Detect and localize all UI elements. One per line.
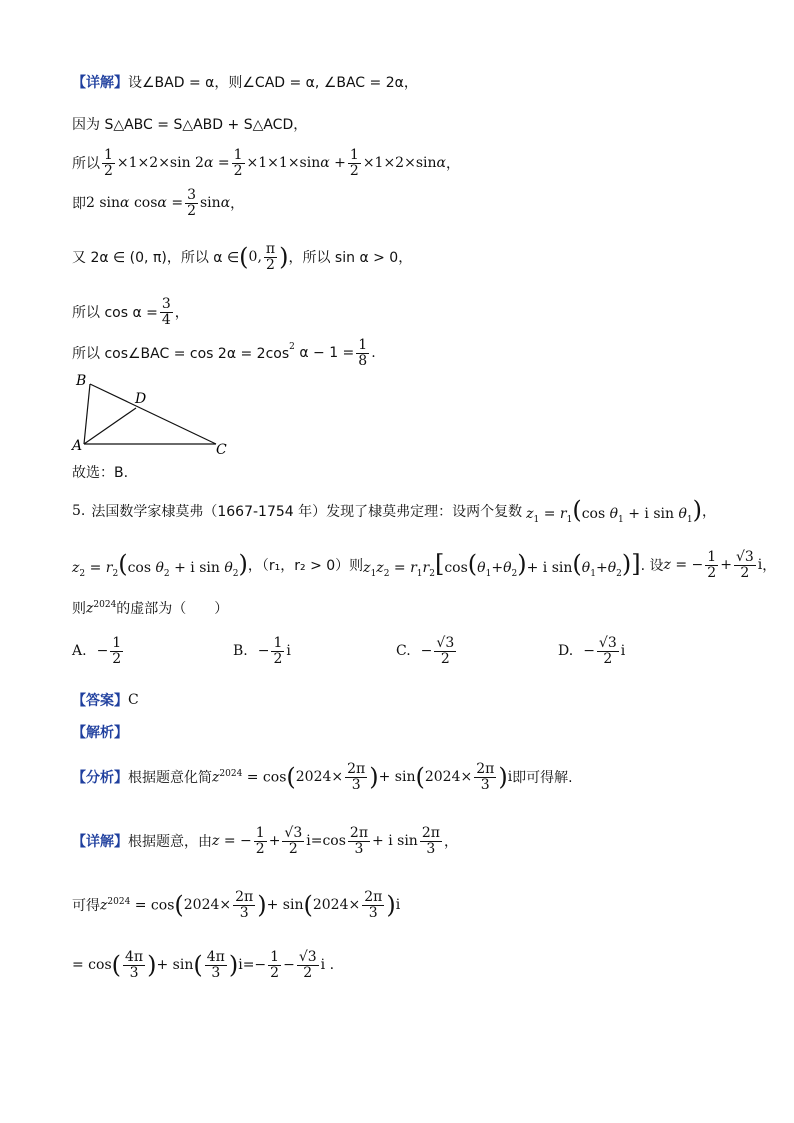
fraction-4pi-3: $\frac{4\pi}{3}$ <box>206 949 225 981</box>
fraction-2pi-3: $\frac{2\pi}{3}$ <box>347 761 366 793</box>
line5-b: ，所以 sin α > 0， <box>288 250 413 267</box>
option-d[interactable]: D. − $\frac{√3}{2}$ i <box>558 635 626 667</box>
fenxi-text: 根据题意化简 <box>128 770 212 787</box>
fraction-three-halves: $\frac{3}{2}$ <box>187 187 196 219</box>
fraction-4pi-3: $\frac{4\pi}{3}$ <box>125 949 144 981</box>
fraction-root3-half: $\frac{√3}{2}$ <box>298 949 317 981</box>
line7-prefix: 所以 cos∠BAC = cos 2α = 2cos <box>72 346 290 363</box>
fraction-2pi-3: $\frac{2\pi}{3}$ <box>421 825 440 857</box>
q5-stem2: $z_2 = r_2(\cos$ $\theta_2 + i$ $\sin \theta_2$) ，（r₁，r₂ > 0）则 $z_1z_2 = r_1r_2[\cos(\theta_1+\theta_2)+ i$ $\sin(\theta_1+\theta_2)$] . 设 z = − $\frac{1}{2}$ + $\frac{√3}{2}$ i ， <box>72 549 777 581</box>
q5-stem1-text: 法国数学家棣莫弗（1667-1754 年）发现了棣莫弗定理：设两个复数 <box>91 504 523 521</box>
q4-answer: 故选：B. <box>72 465 129 481</box>
fraction-half: $\frac{1}{2}$ <box>273 635 283 667</box>
triangle-figure <box>70 370 240 460</box>
derive-prefix: 可得 <box>72 898 100 915</box>
line5-a: 又 2α ∈ (0, π)，所以 α ∈ <box>72 250 240 267</box>
edge-ad <box>84 408 136 444</box>
fraction-half: $\frac{1}{2}$ <box>349 147 359 179</box>
label-c: C <box>216 442 227 458</box>
option-b-label: B. <box>233 643 248 660</box>
label-a: A <box>72 438 83 454</box>
q5-number: 5. <box>72 503 86 520</box>
fenxi-tail: 即可得解. <box>512 770 573 787</box>
answer-tag: 【答案】 <box>72 693 128 709</box>
edge-ab <box>84 384 90 444</box>
fraction-2pi-3: $\frac{2\pi}{3}$ <box>476 761 495 793</box>
label-d: D <box>135 391 147 407</box>
detail-text: 根据题意，由 <box>128 834 212 851</box>
q4-line7: 所以 cos∠BAC = cos 2α = 2cos $^2$ α − 1 = $\frac{1}{8}$ . <box>72 337 376 369</box>
fraction-2pi-3: $\frac{2\pi}{3}$ <box>364 889 383 921</box>
answer-value: C <box>128 692 139 708</box>
line6-prefix: 所以 cos α = <box>72 305 158 322</box>
q4-detail-line <box>72 72 418 92</box>
fenxi-tag: 【分析】 <box>72 770 128 787</box>
fraction-2pi-3: $\frac{2\pi}{3}$ <box>349 825 369 857</box>
q4-line5: 又 2α ∈ (0, π)，所以 α ∈ ( 0, $\frac{\pi}{2}$ ) ，所以 sin α > 0， <box>72 241 413 273</box>
area-equation: 因为 S△ABC = S△ABD + S△ACD， <box>72 117 308 133</box>
q4-line3: 所以 $\frac{1}{2}$ ×1×2×sin 2 α = $\frac{1}{2}$ ×1×1×sin α + $\frac{1}{2}$ ×1×2×sin α ， <box>72 147 460 179</box>
option-d-label: D. <box>558 643 574 660</box>
fraction-root3-half: $\frac{√3}{2}$ <box>598 635 617 667</box>
q5-cond: ，（r₁，r₂ > 0）则 <box>247 558 364 575</box>
option-a[interactable]: A. − $\frac{1}{2}$ <box>72 635 122 667</box>
fraction-half: $\frac{1}{2}$ <box>270 949 280 981</box>
option-c-label: C. <box>396 643 411 660</box>
q4-answer-line <box>72 462 128 482</box>
fraction-three-quarters: $\frac{3}{4}$ <box>161 296 171 328</box>
option-a-label: A. <box>72 643 87 660</box>
q4-area-line <box>72 114 307 134</box>
fraction-pi-half: $\frac{\pi}{2}$ <box>265 241 276 273</box>
fraction-2pi-3: $\frac{2\pi}{3}$ <box>235 889 254 921</box>
line7-mid: α − 1 = <box>299 345 355 362</box>
q5-stem3-tail: 的虚部为（ ） <box>116 601 229 617</box>
fraction-half: $\frac{1}{2}$ <box>233 147 243 179</box>
q4-line6: 所以 cos α = $\frac{3}{4}$ ， <box>72 296 189 328</box>
fraction-root3-half: $\frac{√3}{2}$ <box>735 549 754 581</box>
fraction-half: $\frac{1}{2}$ <box>104 147 113 179</box>
analysis-tag: 【解析】 <box>72 725 128 741</box>
q5-stem3: 则 $z^{2024}$ 的虚部为（ ） <box>72 599 229 617</box>
line4-prefix: 即 <box>72 196 86 213</box>
q5-detail-line: 【详解】 根据题意，由 z = − $\frac{1}{2}$ + $\frac{√3}{2}$ i=cos $\frac{2\pi}{3}$ + i sin $\frac{2\pi}{3}$ ， <box>72 825 458 857</box>
q5-derive1: 可得 $z^{2024} = \cos$ ( 2024× $\frac{2\pi}{3}$ ) + sin ( 2024× $\frac{2\pi}{3}$ ) i <box>72 889 401 921</box>
q5-stem1: 5. 法国数学家棣莫弗（1667-1754 年）发现了棣莫弗定理：设两个复数 $z_1 = r_1(\cos$ $\theta_1 + i$ $\sin \theta_1$) ， <box>72 496 717 525</box>
fraction-half: $\frac{1}{2}$ <box>112 635 122 667</box>
edge-bc <box>90 384 216 444</box>
option-b[interactable]: B. − $\frac{1}{2}$ i <box>233 635 291 667</box>
q5-analysis-line <box>72 722 128 742</box>
fraction-root3-half: $\frac{√3}{2}$ <box>284 825 303 857</box>
q5-derive2: = cos ( $\frac{4\pi}{3}$ ) + sin ( $\frac{4\pi}{3}$ ) i=− $\frac{1}{2}$ − $\frac{√3}{2}$ i . <box>72 949 335 981</box>
detail-tag: 【详解】 <box>72 834 128 851</box>
fraction-one-eighth: $\frac{1}{8}$ <box>358 337 368 369</box>
label-b: B <box>76 373 87 389</box>
fraction-half: $\frac{1}{2}$ <box>707 549 717 581</box>
q4-line4: 即 2 sin α cos α = $\frac{3}{2}$ sin α ， <box>72 187 245 219</box>
q5-stem3-text: 则 <box>72 601 86 617</box>
detail-tag: 【详解】 <box>72 75 128 91</box>
q5-fenxi-line: 【分析】 根据题意化简 $z^{2024} = \cos$ ( 2024× $\frac{2\pi}{3}$ ) + sin ( 2024× $\frac{2\pi}{3}$ ) i 即可得解. <box>72 761 573 793</box>
fraction-root3-half: $\frac{√3}{2}$ <box>436 635 455 667</box>
fraction-half: $\frac{1}{2}$ <box>255 825 265 857</box>
detail-text: 设∠BAD = α，则∠CAD = α, ∠BAC = 2α， <box>128 75 418 91</box>
q5-set: . 设 <box>640 558 664 575</box>
option-c[interactable]: C. − $\frac{√3}{2}$ <box>396 635 455 667</box>
line3-prefix: 所以 <box>72 156 100 173</box>
q5-answer-line <box>72 690 139 710</box>
